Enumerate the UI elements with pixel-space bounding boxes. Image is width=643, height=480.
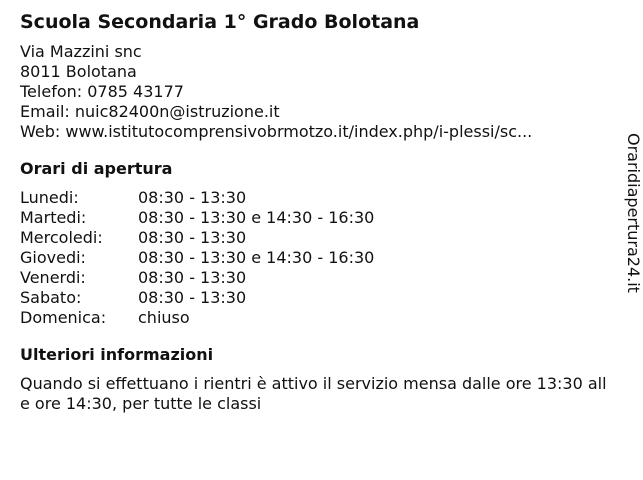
hours-row-monday [20,188,374,208]
address-block [20,42,610,142]
hours-row-friday [20,268,374,288]
day-label: Domenica: [20,308,107,327]
day-hours: 08:30 - 13:30 [138,188,247,207]
day-hours: 08:30 - 13:30 e 14:30 - 16:30 [138,208,375,227]
day-hours: chiuso [138,308,190,327]
hours-row-sunday [20,308,374,328]
web-line[interactable]: Web: www.istitutocomprensivobrmotzo.it/index.php/i-plessi/sc... [20,122,533,141]
further-info-text: Quando si effettuano i rientri è attivo il servizio mensa dalle ore 13:30 alle ore 14:30, per tutte le classi [20,374,607,413]
hours-row-tuesday [20,208,374,228]
hours-row-wednesday [20,228,374,248]
city-line: 8011 Bolotana [20,62,137,81]
day-hours: 08:30 - 13:30 [138,288,247,307]
day-label: Venerdi: [20,268,86,287]
day-label: Giovedi: [20,248,86,267]
school-name: Scuola Secondaria 1° Grado Bolotana [20,11,420,33]
opening-hours-heading: Orari di apertura [20,159,173,178]
email-line[interactable]: Email: nuic82400n@istruzione.it [20,102,280,121]
opening-hours-table [20,188,374,328]
site-watermark: Oraridiapertura24.it [624,133,643,293]
day-hours: 08:30 - 13:30 e 14:30 - 16:30 [138,248,375,267]
further-info-heading: Ulteriori informazioni [20,345,214,364]
hours-row-thursday [20,248,374,268]
day-hours: 08:30 - 13:30 [138,228,247,247]
hours-row-saturday [20,288,374,308]
day-label: Mercoledi: [20,228,103,247]
day-hours: 08:30 - 13:30 [138,268,247,287]
day-label: Sabato: [20,288,82,307]
school-info-card [20,10,610,414]
phone-line[interactable]: Telefon: 0785 43177 [20,82,184,101]
street-address: Via Mazzini snc [20,42,142,61]
day-label: Martedi: [20,208,87,227]
day-label: Lunedi: [20,188,79,207]
